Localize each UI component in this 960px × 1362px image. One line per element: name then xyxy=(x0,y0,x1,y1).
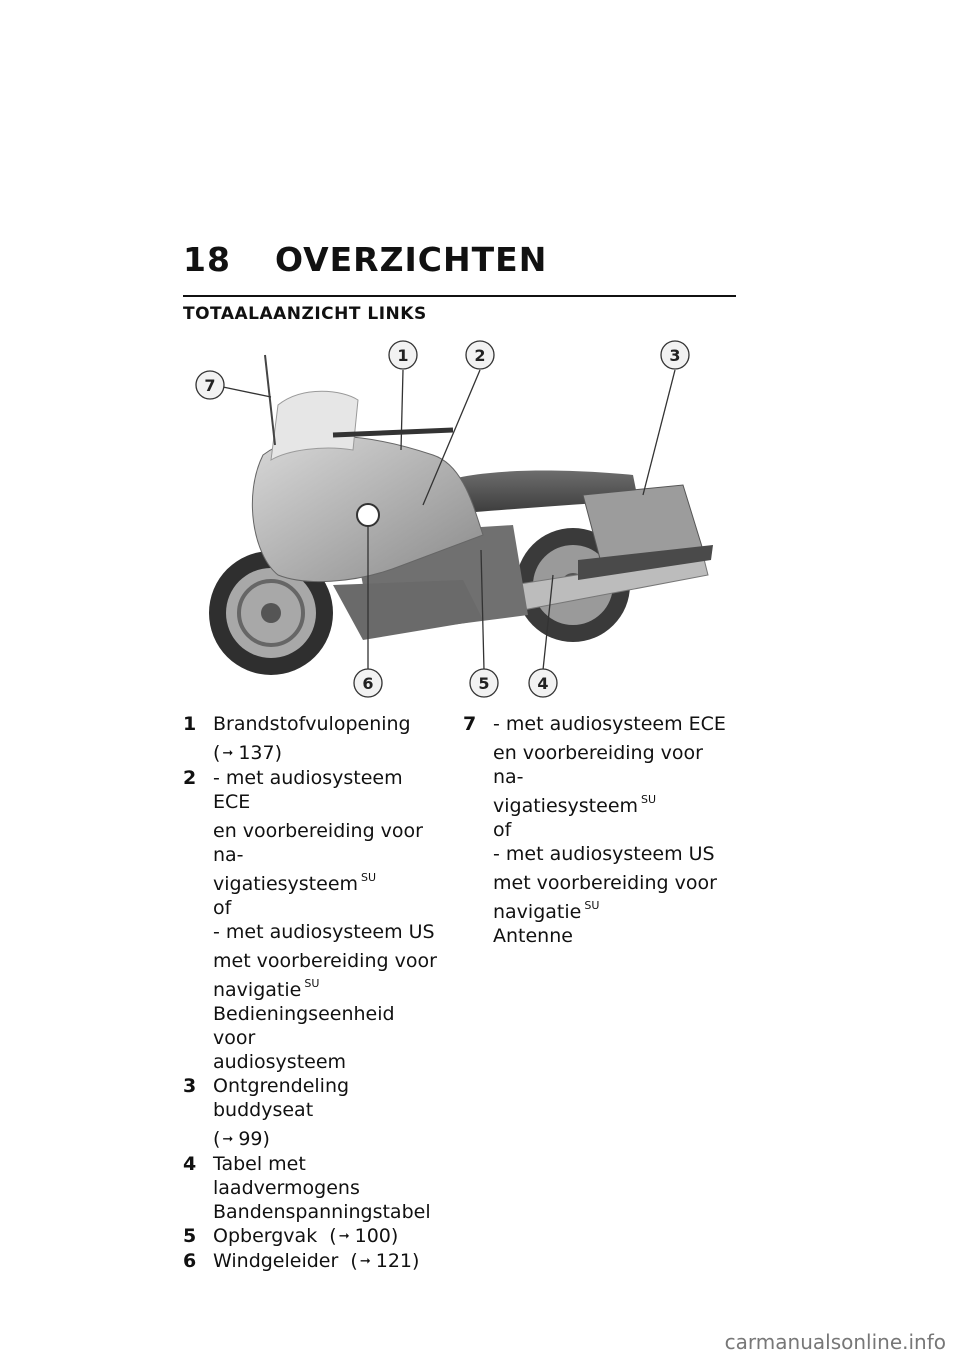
antenna xyxy=(265,355,275,445)
item-number: 6 xyxy=(183,1250,197,1272)
item-text: Tabel met laadvermogens xyxy=(213,1153,360,1199)
callout-3 xyxy=(661,341,689,369)
item-text: - met audiosysteem ECE xyxy=(493,713,726,735)
item-text: en voorbereiding voor na- xyxy=(493,742,703,788)
svg-text:5: 5 xyxy=(478,674,490,693)
arrow-right-icon: ➞ xyxy=(222,746,234,761)
item-text: of xyxy=(213,897,232,919)
legend-item-2 xyxy=(183,766,438,1074)
callout-6 xyxy=(354,669,382,697)
item-number: 2 xyxy=(183,767,197,789)
page-reference[interactable]: ( ➞ 121) xyxy=(350,1250,420,1272)
page-reference[interactable]: ( ➞ 99) xyxy=(213,1128,270,1150)
item-text: met voorbereiding voor xyxy=(493,872,717,894)
section-title: TOTAALAANZICHT LINKS xyxy=(183,304,427,324)
legend-item-6 xyxy=(183,1249,438,1274)
superscript-su: SU xyxy=(584,899,600,912)
brand-logo xyxy=(357,504,379,526)
watermark: carmanualsonline.info xyxy=(724,1330,946,1354)
item-number: 4 xyxy=(183,1153,197,1175)
header-rule xyxy=(183,295,736,297)
item-number: 5 xyxy=(183,1225,197,1247)
item-text: vigatiesysteem $^{SU}$ xyxy=(493,793,657,817)
legend-right-column xyxy=(463,712,738,948)
item-text: Antenne xyxy=(493,925,573,947)
motorcycle-figure xyxy=(183,335,736,705)
svg-text:6: 6 xyxy=(362,674,374,693)
legend-item-4 xyxy=(183,1152,438,1224)
item-text: en voorbereiding voor na- xyxy=(213,820,423,866)
lower-fairing xyxy=(333,580,483,640)
svg-text:4: 4 xyxy=(537,674,549,693)
item-text: Opbergvak ( ➞ 100) xyxy=(213,1225,399,1247)
item-text: audiosysteem xyxy=(213,1051,347,1073)
svg-text:7: 7 xyxy=(204,376,216,395)
item-text: Ontgrendeling buddyseat xyxy=(213,1075,350,1121)
item-text: - met audiosysteem US xyxy=(493,843,715,865)
legend-left-column xyxy=(183,712,438,1274)
page-number: 18 xyxy=(183,240,231,279)
item-text: vigatiesysteem $^{SU}$ xyxy=(213,871,377,895)
svg-text:3: 3 xyxy=(669,346,681,365)
item-text: - met audiosysteem ECE xyxy=(213,767,403,813)
legend-item-7 xyxy=(463,712,738,948)
item-text: - met audiosysteem US xyxy=(213,921,435,943)
item-number: 3 xyxy=(183,1075,197,1097)
callout-2 xyxy=(466,341,494,369)
callout-7 xyxy=(196,371,224,399)
callout-5 xyxy=(470,669,498,697)
item-text: Brandstofvulopening xyxy=(213,713,411,735)
legend-item-3 xyxy=(183,1074,438,1152)
item-number: 1 xyxy=(183,713,197,735)
item-text: of xyxy=(493,819,512,841)
item-text: Bandenspanningstabel xyxy=(213,1201,431,1223)
superscript-su: SU xyxy=(304,977,320,990)
page-reference[interactable]: ( ➞ 100) xyxy=(329,1225,399,1247)
page-header xyxy=(183,240,547,279)
item-number: 7 xyxy=(463,713,477,735)
callout-1 xyxy=(389,341,417,369)
item-text: navigatie $^{SU}$ xyxy=(493,899,600,923)
svg-text:2: 2 xyxy=(474,346,486,365)
callout-4 xyxy=(529,669,557,697)
page-reference[interactable]: ( ➞ 137) xyxy=(213,742,283,764)
item-text: Windgeleider ( ➞ 121) xyxy=(213,1250,420,1272)
item-text: met voorbereiding voor xyxy=(213,950,437,972)
legend-item-5 xyxy=(183,1224,438,1249)
chapter-title: OVERZICHTEN xyxy=(274,240,548,279)
arrow-right-icon: ➞ xyxy=(359,1254,371,1269)
superscript-su: SU xyxy=(361,871,377,884)
svg-text:1: 1 xyxy=(397,346,409,365)
motorcycle-illustration xyxy=(183,335,736,705)
arrow-right-icon: ➞ xyxy=(338,1229,350,1244)
superscript-su: SU xyxy=(641,793,657,806)
item-text: navigatie $^{SU}$ xyxy=(213,977,320,1001)
legend-item-1 xyxy=(183,712,438,766)
arrow-right-icon: ➞ xyxy=(222,1132,234,1147)
item-text: Bedieningseenheid voor xyxy=(213,1003,395,1049)
